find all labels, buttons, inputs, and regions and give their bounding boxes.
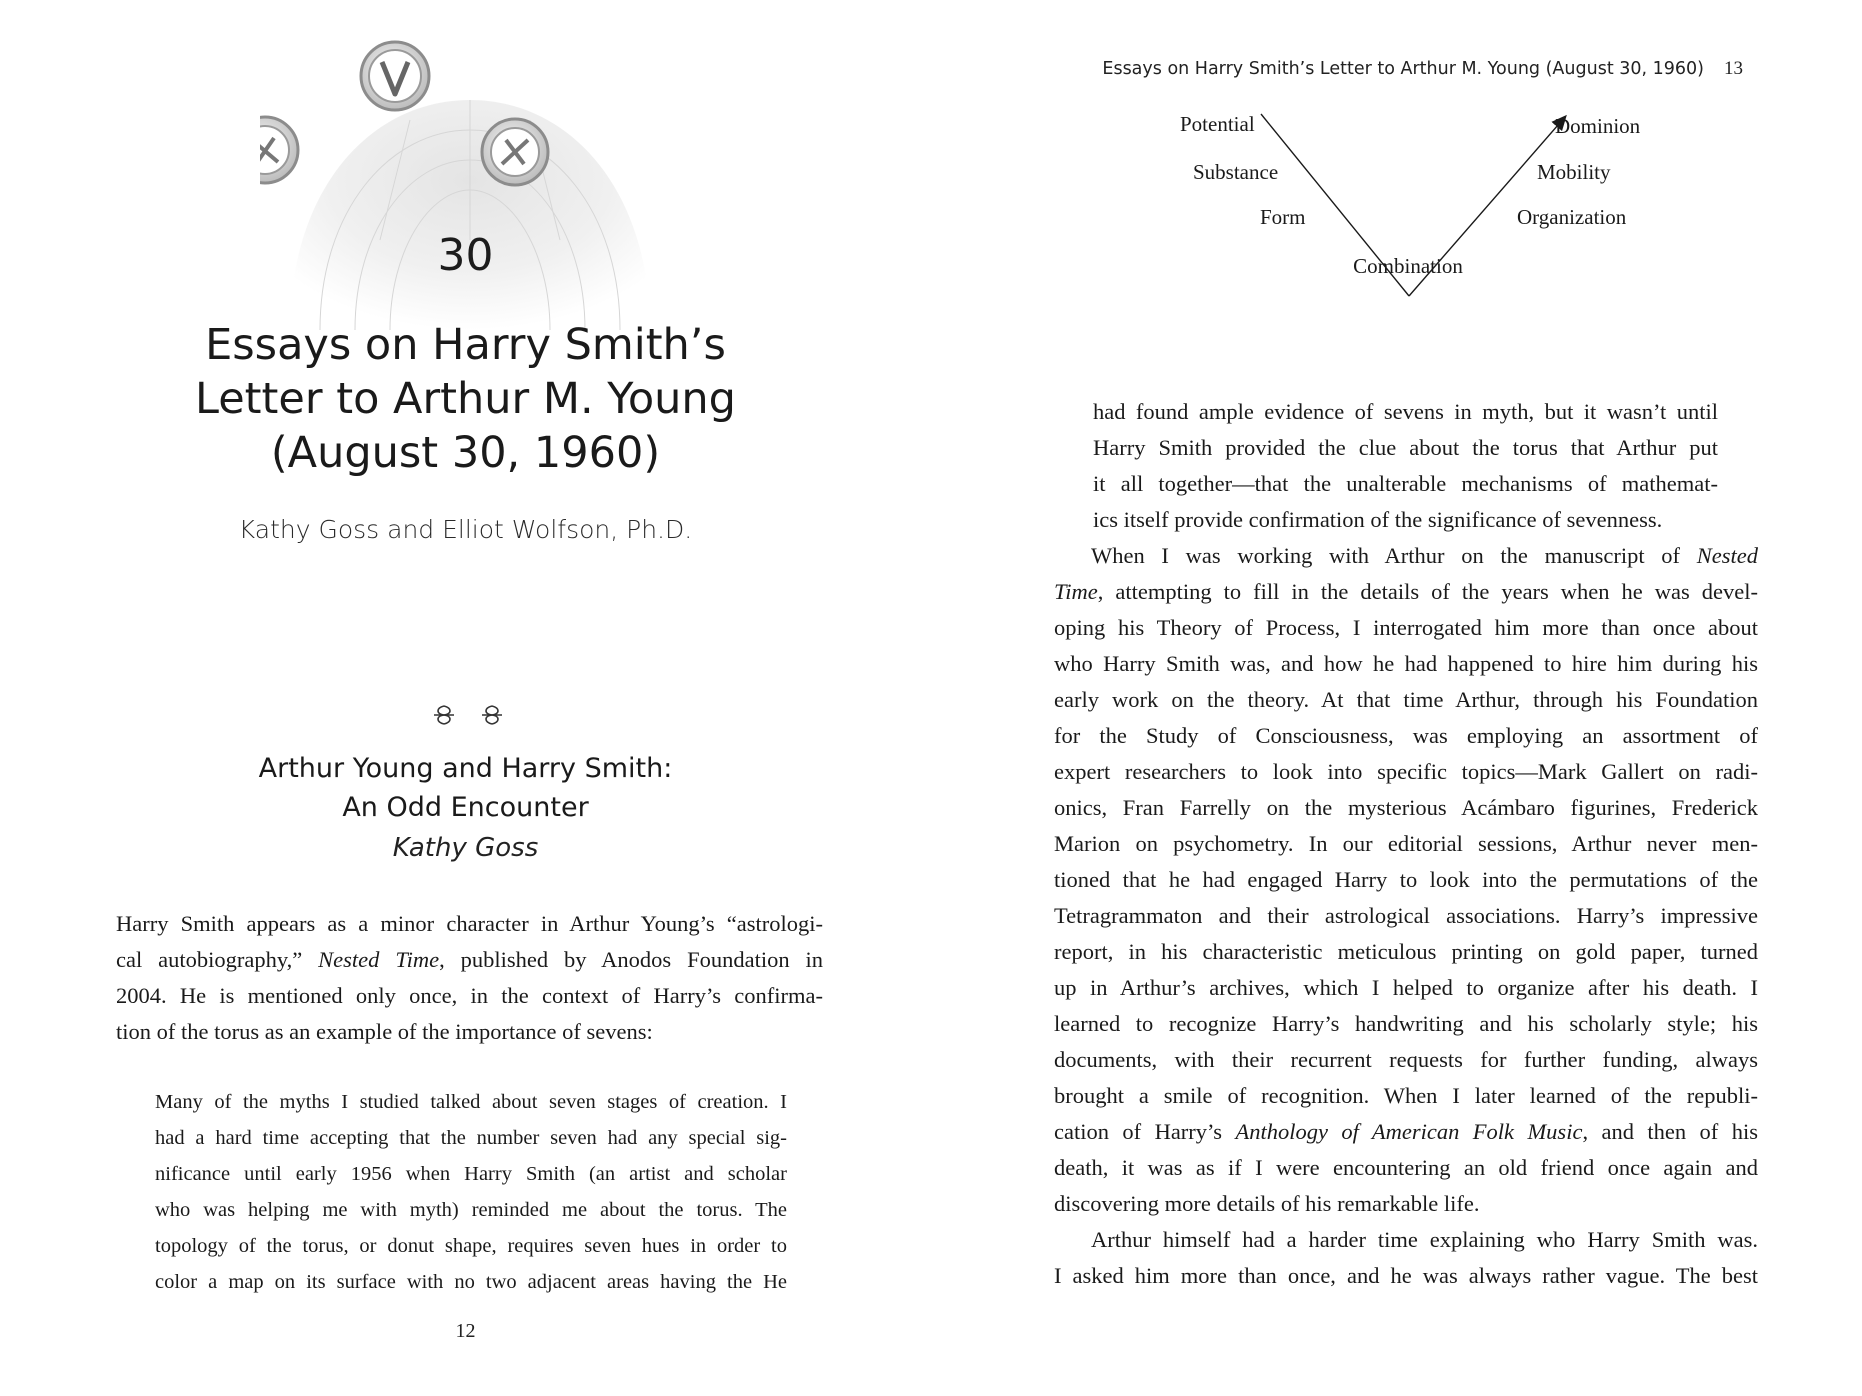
page-number: 12 — [455, 1320, 476, 1342]
text-line: brought a smile of recognition. When I later learned of the republi- — [1054, 1083, 1758, 1108]
process-arc-diagram — [931, 100, 1862, 340]
diagram-label-potential: Potential — [1180, 112, 1255, 136]
quote-line: nificance until early 1956 when Harry Smith (an artist and scholar — [155, 1163, 787, 1185]
diagram-label-combination: Combination — [1353, 254, 1463, 278]
diagram-label-mobility: Mobility — [1537, 160, 1611, 184]
text-line: learned to recognize Harry’s handwriting and his scholarly style; his — [1054, 1011, 1758, 1036]
quote-line: who was helping me with myth) reminded me about the torus. The — [155, 1199, 787, 1221]
text-line: for the Study of Consciousness, was employing an assortment of — [1054, 723, 1758, 748]
diagram-label-dominion: Dominion — [1555, 114, 1641, 138]
quote-line: ics itself provide confirmation of the significance of sevenness. — [1093, 507, 1663, 532]
text-line: Harry Smith appears as a minor character in Arthur Young’s “astrologi- — [116, 911, 823, 936]
text-line: Arthur himself had a harder time explaining who Harry Smith was. — [1091, 1227, 1758, 1252]
quote-line: Harry Smith provided the clue about the torus that Arthur put — [1093, 435, 1718, 460]
quote-continuation — [1093, 394, 1718, 538]
quote-line: had a hard time accepting that the number seven had any special sig- — [155, 1127, 787, 1149]
text-line: death, it was as if I were encountering an old friend once again and — [1054, 1155, 1758, 1180]
section-title-line: An Odd Encounter — [342, 792, 589, 823]
quote-line: Many of the myths I studied talked about seven stages of creation. I — [155, 1091, 787, 1113]
quote-line: had found ample evidence of sevens in myth, but it wasn’t until — [1093, 399, 1718, 424]
text-line: Tetragrammaton and their astrological associations. Harry’s impressive — [1054, 903, 1758, 928]
section-title — [0, 749, 931, 827]
text-line: 2004. He is mentioned only once, in the context of Harry’s confirma- — [116, 983, 823, 1008]
text-line: early work on the theory. At that time Arthur, through his Foundation — [1054, 687, 1758, 712]
text-line: oping his Theory of Process, I interrogated him more than once about — [1054, 615, 1758, 640]
body-text — [1054, 538, 1758, 1294]
chapter-authors: Kathy Goss and Elliot Wolfson, Ph.D. — [238, 515, 693, 544]
chapter-title — [0, 318, 931, 480]
page-number: 13 — [1724, 58, 1743, 79]
section-title-line: Arthur Young and Harry Smith: — [258, 753, 673, 784]
text-line: cal autobiography,” Nested Time, published by Anodos Foundation in — [116, 947, 824, 972]
text-line: tioned that he had engaged Harry to look into the permutations of the — [1054, 867, 1758, 892]
quote-line: topology of the torus, or donut shape, requires seven hues in order to — [155, 1235, 787, 1257]
text-line: onics, Fran Farrelly on the mysterious Acámbaro figurines, Frederick — [1054, 795, 1758, 820]
chapter-number: 30 — [437, 230, 494, 281]
running-head-title: Essays on Harry Smith’s Letter to Arthur M. Young (August 30, 1960) — [1102, 59, 1704, 79]
chapter-title-line: Letter to Arthur M. Young — [195, 374, 736, 424]
section-author: Kathy Goss — [392, 833, 539, 863]
text-line: When I was working with Arthur on the manuscript of Nested — [1091, 543, 1758, 568]
text-line: up in Arthur’s archives, which I helped to organize after his death. I — [1054, 975, 1758, 1000]
text-line: I asked him more than once, and he was always rather vague. The best — [1054, 1263, 1758, 1288]
chapter-emblem — [260, 40, 680, 330]
text-line: cation of Harry’s Anthology of American Folk Music, and then of his — [1054, 1119, 1758, 1144]
chapter-title-line: Essays on Harry Smith’s — [205, 320, 726, 370]
diagram-label-organization: Organization — [1517, 205, 1627, 229]
emblem-medallion-right — [482, 119, 548, 185]
text-line: discovering more details of his remarkable life. — [1054, 1191, 1480, 1216]
chapter-title-line: (August 30, 1960) — [270, 428, 661, 478]
text-line: report, in his characteristic meticulous printing on gold paper, turned — [1054, 939, 1758, 964]
fleuron-ornament-icon — [430, 700, 510, 730]
right-page — [931, 0, 1862, 1396]
quote-line: color a map on its surface with no two adjacent areas having the He — [155, 1271, 787, 1293]
block-quote — [155, 1084, 787, 1300]
emblem-medallion-top — [361, 42, 429, 110]
diagram-label-substance: Substance — [1193, 160, 1279, 184]
text-line: documents, with their recurrent requests for further funding, always — [1054, 1047, 1758, 1072]
text-line: Time, attempting to fill in the details of the years when he was devel- — [1054, 579, 1758, 604]
text-line: expert researchers to look into specific topics—Mark Gallert on radi- — [1054, 759, 1758, 784]
text-line: Marion on psychometry. In our editorial sessions, Arthur never men- — [1054, 831, 1758, 856]
diagram-label-form: Form — [1260, 205, 1306, 229]
quote-line: it all together—that the unalterable mechanisms of mathemat- — [1093, 471, 1718, 496]
emblem-medallion-left — [260, 117, 298, 183]
running-head — [1102, 58, 1743, 80]
intro-paragraph — [116, 906, 823, 1050]
text-line: who Harry Smith was, and how he had happened to hire him during his — [1054, 651, 1758, 676]
text-line: tion of the torus as an example of the importance of sevens: — [116, 1019, 653, 1044]
